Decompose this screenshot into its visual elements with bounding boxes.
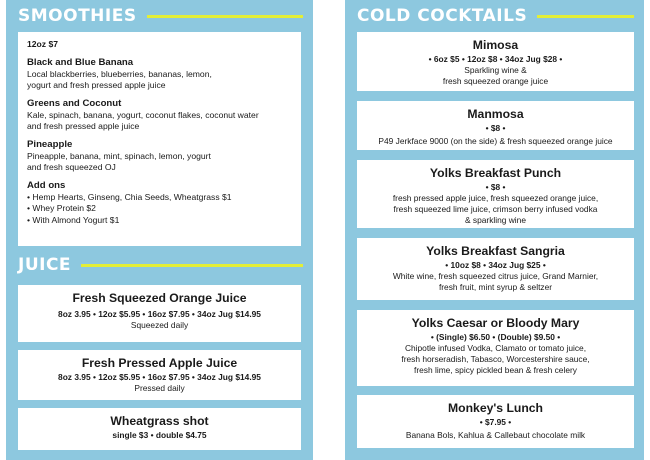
cocktail-desc-line: fresh squeezed lime juice, crimson berry infused vodka <box>393 204 598 214</box>
cocktail-name: Manmosa <box>467 107 524 121</box>
cocktail-desc-line: Sparkling wine & <box>464 65 527 75</box>
cocktail-desc-line: P49 Jerkface 9000 (on the side) & fresh squeezed orange juice <box>378 136 613 146</box>
juice-title: JUICE <box>18 255 72 275</box>
cocktail-name: Yolks Breakfast Sangria <box>426 244 565 258</box>
cocktail-desc-line: White wine, fresh squeezed citrus juice, Grand Marnier, <box>392 271 599 281</box>
smoothie-item <box>27 57 292 92</box>
left-menu-panel <box>6 0 313 460</box>
smoothie-description <box>27 151 292 174</box>
cocktail-name: Monkey's Lunch <box>448 401 543 415</box>
smoothie-name: Black and Blue Banana <box>27 56 134 68</box>
smoothie-desc-line: Pineapple, banana, mint, spinach, lemon, yogurt <box>27 150 211 161</box>
addon-item: • Hemp Hearts, Ginseng, Chia Seeds, Wheatgrass $1 <box>27 192 292 204</box>
smoothie-desc-line: and fresh squeezed OJ <box>27 162 116 172</box>
cocktail-name: Yolks Caesar or Bloody Mary <box>411 316 580 330</box>
addon-item: • With Almond Yogurt $1 <box>27 215 292 227</box>
smoothie-description <box>27 110 292 133</box>
smoothies-header <box>18 6 303 26</box>
cocktail-desc-line: Banana Bols, Kahlua & Callebaut chocolate milk <box>405 430 586 440</box>
cocktail-prices: • 10oz $8 • 34oz Jug $25 • <box>445 260 546 270</box>
cocktail-desc-line: fresh fruit, mint syrup & seltzer <box>438 282 553 292</box>
smoothie-desc-line: and fresh pressed apple juice <box>27 121 140 131</box>
cocktail-desc-line: fresh pressed apple juice, fresh squeezed orange juice, <box>392 193 599 203</box>
smoothie-name: Greens and Coconut <box>27 97 122 109</box>
cocktail-desc-line: fresh squeezed orange juice <box>442 76 549 86</box>
header-rule <box>81 264 303 267</box>
juice-card <box>18 350 301 400</box>
cocktail-card <box>357 32 634 91</box>
smoothie-description <box>27 69 292 92</box>
smoothie-name: Pineapple <box>27 138 73 150</box>
cocktail-desc-line: Chipotle infused Vodka, Clamato or tomato juice, <box>404 343 587 353</box>
juice-name: Fresh Squeezed Orange Juice <box>72 291 247 305</box>
juice-header <box>18 255 303 275</box>
cocktail-prices: • $8 • <box>485 182 506 192</box>
cocktail-desc-line: fresh lime, spicy pickled bean & fresh celery <box>414 365 577 375</box>
cocktail-card <box>357 395 634 448</box>
addons-list <box>27 192 292 227</box>
cocktail-card <box>357 160 634 228</box>
juice-card <box>18 285 301 342</box>
juice-prices: 8oz 3.95 • 12oz $5.95 • 16oz $7.95 • 34oz Jug $14.95 <box>58 309 261 319</box>
addon-item: • Whey Protein $2 <box>27 203 292 215</box>
juice-note: Pressed daily <box>134 383 185 393</box>
cocktail-desc-line: & sparkling wine <box>465 215 526 225</box>
cocktail-prices: • 6oz $5 • 12oz $8 • 34oz Jug $28 • <box>428 54 563 64</box>
juice-note: Squeezed daily <box>130 320 189 330</box>
smoothie-desc-line: yogurt and fresh pressed apple juice <box>27 80 166 90</box>
juice-name: Fresh Pressed Apple Juice <box>81 356 238 370</box>
cocktails-title: COLD COCKTAILS <box>357 6 528 26</box>
cocktail-prices: • $8 • <box>485 123 506 133</box>
cocktail-prices: • (Single) $6.50 • (Double) $9.50 • <box>430 332 561 342</box>
smoothie-desc-line: Kale, spinach, banana, yogurt, coconut flakes, coconut water <box>27 109 259 120</box>
smoothie-size-price: 12oz $7 <box>27 39 59 49</box>
cocktail-card <box>357 101 634 150</box>
addons-title: Add ons <box>27 179 66 191</box>
cocktail-name: Yolks Breakfast Punch <box>429 166 562 180</box>
cocktail-card <box>357 310 634 386</box>
right-menu-panel <box>345 0 644 460</box>
cocktail-name: Mimosa <box>472 38 519 52</box>
smoothie-item <box>27 139 292 174</box>
smoothie-desc-line: Local blackberries, blueberries, bananas, lemon, <box>27 68 212 79</box>
smoothies-title: SMOOTHIES <box>18 6 137 26</box>
cocktail-prices: • $7.95 • <box>479 417 512 427</box>
header-rule <box>147 15 303 18</box>
header-rule <box>537 15 634 18</box>
juice-prices: single $3 • double $4.75 <box>112 430 207 440</box>
juice-card <box>18 408 301 450</box>
cocktail-desc-line: fresh horseradish, Tabasco, Worcestershire sauce, <box>401 354 590 364</box>
juice-prices: 8oz 3.95 • 12oz $5.95 • 16oz $7.95 • 34oz Jug $14.95 <box>58 372 261 382</box>
juice-name: Wheatgrass shot <box>110 414 209 428</box>
cocktail-card <box>357 238 634 300</box>
smoothies-card <box>18 32 301 246</box>
smoothie-item <box>27 98 292 133</box>
cocktails-header <box>357 6 634 26</box>
